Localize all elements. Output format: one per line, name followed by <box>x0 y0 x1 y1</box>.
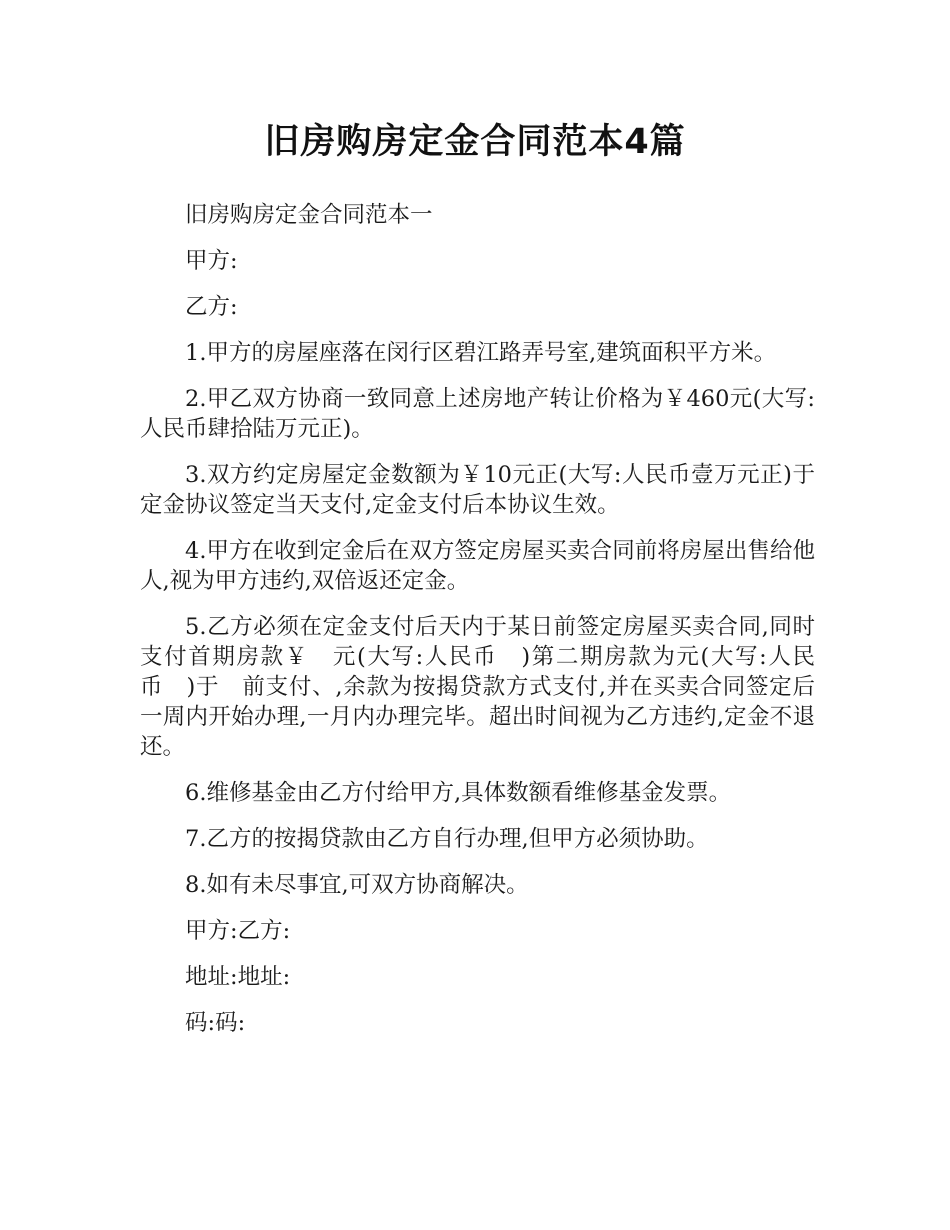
clause-6: 6.维修基金由乙方付给甲方,具体数额看维修基金发票。 <box>185 780 732 806</box>
section-heading: 旧房购房定金合同范本一 <box>185 202 433 228</box>
clause-2: 2.甲乙双方协商一致同意上述房地产转让价格为￥460元(大写:人民币肆拾陆万元正)。 <box>140 386 815 442</box>
clause-5: 5.乙方必须在定金支付后天内于某日前签定房屋买卖合同,同时支付首期房款￥ 元(大写:人民币 )第二期房款为元(大写:人民币 )于 前支付、,余款为按揭贷款方式支付,并在买卖合同签定后一周内开始办理,一月内办理完毕。超出时间视为乙方违约,定金不退还。 <box>140 614 815 760</box>
clause-1: 1.甲方的房屋座落在闵行区碧江路弄号室,建筑面积平方米。 <box>185 340 777 366</box>
party-a-line: 甲方: <box>185 248 238 274</box>
signature-code: 码:码: <box>185 1010 246 1036</box>
party-b-line: 乙方: <box>185 294 238 320</box>
clause-3: 3.双方约定房屋定金数额为￥10元正(大写:人民币壹万元正)于定金协议签定当天支付,定金支付后本协议生效。 <box>140 462 815 518</box>
clause-4: 4.甲方在收到定金后在双方签定房屋买卖合同前将房屋出售给他人,视为甲方违约,双倍返还定金。 <box>140 538 815 594</box>
signature-parties: 甲方:乙方: <box>185 918 291 944</box>
clause-7: 7.乙方的按揭贷款由乙方自行办理,但甲方必须协助。 <box>185 826 709 852</box>
document-body <box>140 200 815 1054</box>
clause-8: 8.如有未尽事宜,可双方协商解决。 <box>185 872 529 898</box>
document-title: 旧房购房定金合同范本4篇 <box>264 122 686 162</box>
signature-address: 地址:地址: <box>185 964 291 990</box>
